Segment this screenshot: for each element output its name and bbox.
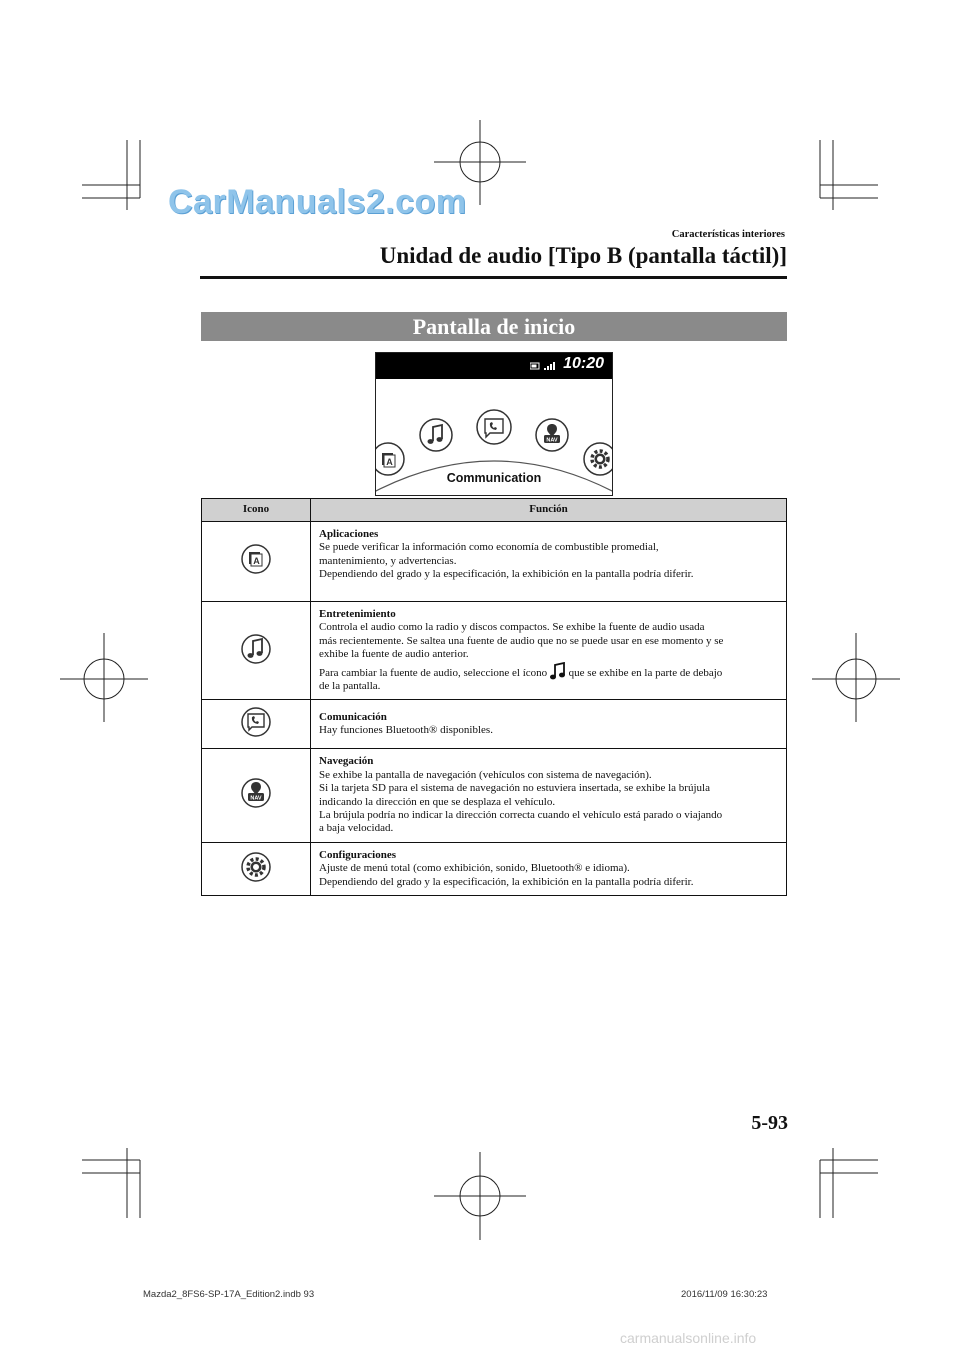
table-row <box>202 749 787 842</box>
table-row <box>202 522 787 602</box>
music-note-icon <box>420 419 452 451</box>
table-row <box>202 700 787 749</box>
row-text: Dependiendo del grado y la especificación, la exhibición en la pantalla podría diferir. <box>319 568 694 581</box>
row-text: Dependiendo del grado y la especificación, la exhibición en la pantalla podría diferir. <box>319 875 694 888</box>
music-note-icon <box>241 634 271 664</box>
registration-mark-left <box>60 633 148 722</box>
row-title: Aplicaciones <box>319 528 379 540</box>
settings-gear-icon <box>241 852 271 882</box>
row-text: indicando la dirección en que se desplaza el vehículo. <box>319 795 556 808</box>
clock-display: 10:20 <box>563 355 604 372</box>
row-title: Configuraciones <box>319 848 396 861</box>
footer-file-info: Mazda2_8FS6-SP-17A_Edition2.indb 93 <box>143 1289 315 1300</box>
applications-icon <box>241 544 271 574</box>
table-row <box>202 842 787 895</box>
communication-icon <box>241 707 271 737</box>
row-text: Controla el audio como la radio y discos compactos. Se exhibe la fuente de audio usada <box>319 621 705 634</box>
row-text: a baja velocidad. <box>319 822 394 835</box>
registration-mark-bottom <box>434 1152 526 1240</box>
table-header-row <box>202 499 787 522</box>
table-row <box>202 602 787 700</box>
watermark-logo: CarManuals2.com <box>168 183 467 221</box>
footer-brand-mark: carmanualsonline.info <box>620 1330 757 1346</box>
music-note-icon <box>550 662 566 680</box>
column-header-function: Función <box>311 499 787 522</box>
svg-text:NAV: NAV <box>250 795 262 802</box>
row-text: de la pantalla. <box>319 680 381 693</box>
row-text-after: que se exhibe en la parte de debajo <box>568 666 723 679</box>
signal-battery-icon <box>530 362 560 372</box>
navigation-icon <box>536 419 568 451</box>
row-text: Se puede verificar la información como economía de combustible promedial, <box>319 541 659 554</box>
footer-timestamp: 2016/11/09 16:30:23 <box>681 1289 768 1300</box>
row-title: Comunicación <box>319 711 387 724</box>
row-text: más recientemente. Se saltea una fuente de audio que no se puede usar en ese momento y se <box>319 634 724 647</box>
section-heading: Pantalla de inicio <box>201 312 787 341</box>
svg-text:A: A <box>253 556 260 567</box>
row-title: Entretenimiento <box>319 608 396 620</box>
registration-mark-right <box>812 633 900 722</box>
communication-icon <box>477 410 511 444</box>
row-text: La brújula podría no indicar la dirección correcta cuando el vehículo está parado o viajando <box>319 809 723 822</box>
row-text: Si la tarjeta SD para el sistema de navegación no estuviera insertada, se exhibe la brújula <box>319 782 710 795</box>
icon-function-table <box>201 498 787 896</box>
column-header-icon: Icono <box>202 499 311 522</box>
row-text: exhibe la fuente de audio anterior. <box>319 648 469 661</box>
row-text: mantenimiento, y advertencias. <box>319 554 457 567</box>
row-text: Ajuste de menú total (como exhibición, sonido, Bluetooth® e idioma). <box>319 862 630 875</box>
row-title: Navegación <box>319 755 374 768</box>
navigation-icon <box>241 778 271 808</box>
row-text-before: Para cambiar la fuente de audio, seleccione el ícono <box>319 666 548 679</box>
section-kicker: Características interiores <box>671 229 785 240</box>
svg-text:NAV: NAV <box>546 437 558 444</box>
header-rule <box>200 276 787 279</box>
selected-item-label: Communication <box>446 471 542 485</box>
svg-text:A: A <box>386 457 393 467</box>
row-text <box>319 662 780 680</box>
home-screen-illustration <box>375 352 613 496</box>
row-text: Se exhibe la pantalla de navegación (vehículos con sistema de navegación). <box>319 768 652 781</box>
row-text: Hay funciones Bluetooth® disponibles. <box>319 724 493 737</box>
page-number: 5-93 <box>751 1112 788 1134</box>
page-title: Unidad de audio [Tipo B (pantalla táctil)] <box>379 243 787 268</box>
